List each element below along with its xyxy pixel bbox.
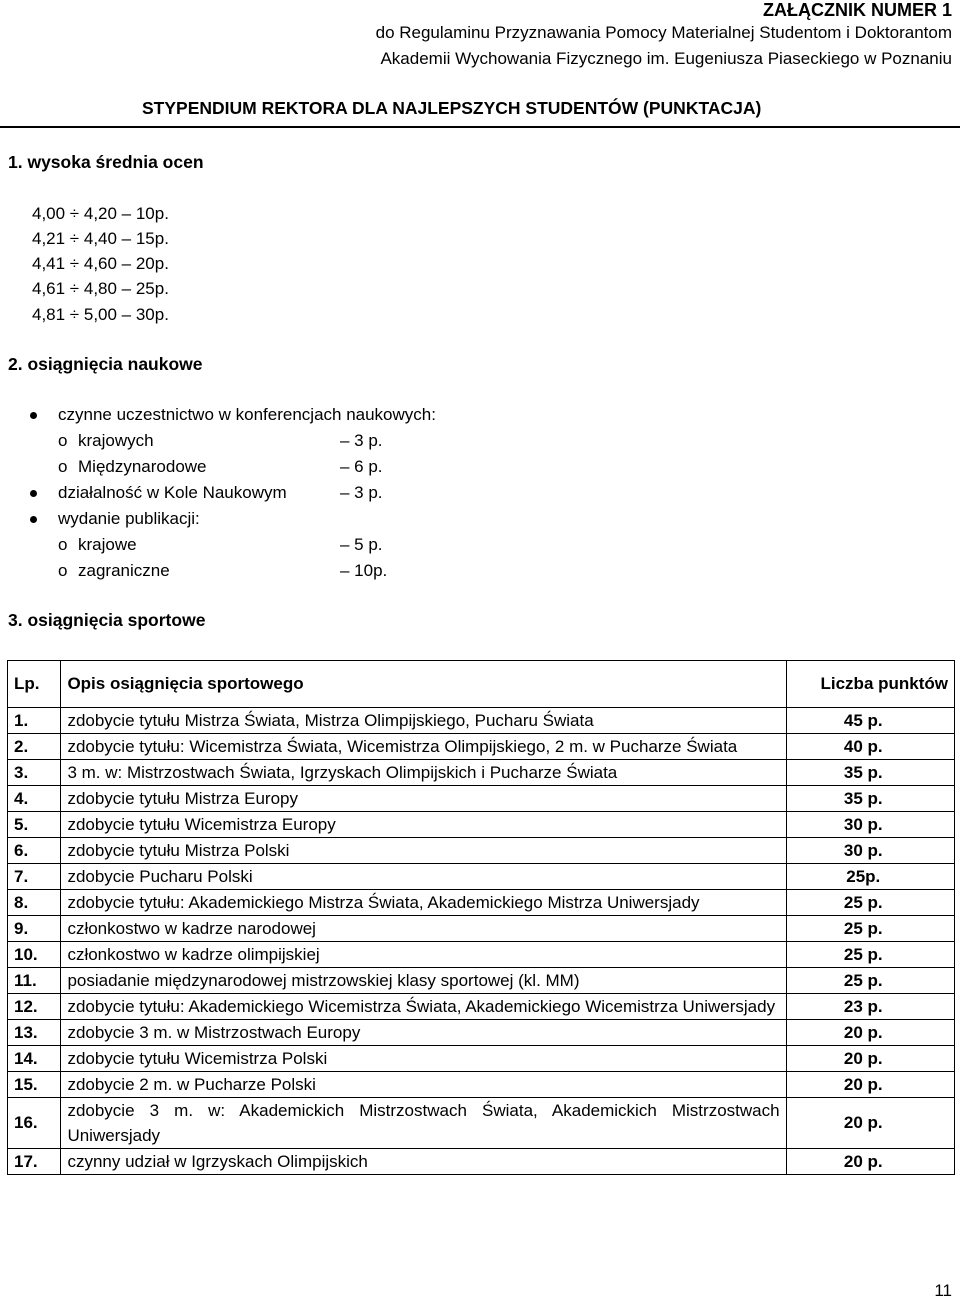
row-points: 45 p. — [786, 708, 954, 734]
row-description: 3 m. w: Mistrzostwach Świata, Igrzyskach Olimpijskich i Pucharze Świata — [61, 760, 786, 786]
row-description: zdobycie tytułu Mistrza Świata, Mistrza Olimpijskiego, Pucharu Świata — [61, 708, 786, 734]
grade-range-item: 4,81 ÷ 5,00 – 30p. — [32, 305, 169, 324]
row-description: czynny udział w Igrzyskach Olimpijskich — [61, 1149, 786, 1175]
grade-range-item: 4,21 ÷ 4,40 – 15p. — [32, 229, 169, 248]
row-points: 30 p. — [786, 838, 954, 864]
row-description: zdobycie tytułu Wicemistrza Europy — [61, 812, 786, 838]
row-points: 20 p. — [786, 1020, 954, 1046]
circle-bullet-icon: o — [58, 431, 68, 450]
international-conference-points: – 6 p. — [340, 457, 383, 476]
table-row — [8, 760, 955, 786]
circle-bullet-icon: o — [58, 457, 68, 476]
page-number: 11 — [934, 1281, 952, 1300]
bullet-icon — [30, 412, 37, 419]
row-description: posiadanie międzynarodowej mistrzowskiej klasy sportowej (kl. MM) — [61, 968, 786, 994]
row-number: 7. — [8, 864, 61, 890]
sports-achievements-table — [7, 660, 955, 1175]
row-description: zdobycie 3 m. w: Akademickich Mistrzostwach Świata, Akademickich Mistrzostwach Uniwersjady — [61, 1098, 786, 1149]
national-conference-points: – 3 p. — [340, 431, 383, 450]
row-description: zdobycie tytułu: Wicemistrza Świata, Wicemistrza Olimpijskiego, 2 m. w Pucharze Świata — [61, 734, 786, 760]
table-row — [8, 734, 955, 760]
table-row — [8, 994, 955, 1020]
annex-title: ZAŁĄCZNIK NUMER 1 — [763, 0, 952, 20]
section-3-heading: 3. osiągnięcia sportowe — [8, 610, 206, 630]
row-number: 10. — [8, 942, 61, 968]
row-description: członkostwo w kadrze olimpijskiej — [61, 942, 786, 968]
row-points: 40 p. — [786, 734, 954, 760]
table-row — [8, 942, 955, 968]
foreign-publication-points: – 10p. — [340, 561, 388, 580]
row-number: 12. — [8, 994, 61, 1020]
bullet-icon — [30, 490, 37, 497]
row-description: zdobycie 2 m. w Pucharze Polski — [61, 1072, 786, 1098]
row-points: 20 p. — [786, 1149, 954, 1175]
annex-subtitle-1: do Regulaminu Przyznawania Pomocy Materialnej Studentom i Doktorantom — [375, 23, 952, 42]
header-divider — [0, 126, 960, 128]
row-description: zdobycie tytułu: Akademickiego Mistrza Świata, Akademickiego Mistrza Uniwersjady — [61, 890, 786, 916]
table-row — [8, 916, 955, 942]
column-header-description: Opis osiągnięcia sportowego — [61, 661, 786, 708]
row-number: 6. — [8, 838, 61, 864]
row-description: zdobycie tytułu Mistrza Europy — [61, 786, 786, 812]
row-number: 15. — [8, 1072, 61, 1098]
row-points: 25 p. — [786, 968, 954, 994]
national-conference-label: krajowych — [78, 431, 154, 450]
grade-range-item: 4,41 ÷ 4,60 – 20p. — [32, 254, 169, 273]
column-header-points: Liczba punktów — [786, 661, 954, 708]
table-row — [8, 1020, 955, 1046]
row-number: 2. — [8, 734, 61, 760]
row-number: 14. — [8, 1046, 61, 1072]
section-1-heading: 1. wysoka średnia ocen — [8, 152, 204, 172]
row-points: 25p. — [786, 864, 954, 890]
table-row — [8, 1098, 955, 1149]
science-club-label: działalność w Kole Naukowym — [58, 483, 287, 502]
bullet-icon — [30, 516, 37, 523]
table-row — [8, 968, 955, 994]
row-number: 1. — [8, 708, 61, 734]
row-points: 25 p. — [786, 890, 954, 916]
circle-bullet-icon: o — [58, 535, 68, 554]
row-points: 35 p. — [786, 760, 954, 786]
table-row — [8, 786, 955, 812]
row-description: zdobycie tytułu Wicemistrza Polski — [61, 1046, 786, 1072]
grade-range-item: 4,61 ÷ 4,80 – 25p. — [32, 279, 169, 298]
table-body — [8, 708, 955, 1175]
table-row — [8, 708, 955, 734]
table-row — [8, 838, 955, 864]
row-description: zdobycie tytułu: Akademickiego Wicemistrza Świata, Akademickiego Wicemistrza Uniwersjady — [61, 994, 786, 1020]
row-number: 16. — [8, 1098, 61, 1149]
grade-range-item: 4,00 ÷ 4,20 – 10p. — [32, 204, 169, 223]
row-description: zdobycie 3 m. w Mistrzostwach Europy — [61, 1020, 786, 1046]
row-number: 5. — [8, 812, 61, 838]
row-description: członkostwo w kadrze narodowej — [61, 916, 786, 942]
row-points: 25 p. — [786, 942, 954, 968]
circle-bullet-icon: o — [58, 561, 68, 580]
row-number: 8. — [8, 890, 61, 916]
conference-participation: czynne uczestnictwo w konferencjach naukowych: — [58, 405, 436, 424]
row-number: 17. — [8, 1149, 61, 1175]
row-points: 30 p. — [786, 812, 954, 838]
national-publication-label: krajowe — [78, 535, 137, 554]
table-row — [8, 890, 955, 916]
table-row — [8, 812, 955, 838]
row-points: 23 p. — [786, 994, 954, 1020]
foreign-publication-label: zagraniczne — [78, 561, 170, 580]
row-description: zdobycie Pucharu Polski — [61, 864, 786, 890]
row-number: 9. — [8, 916, 61, 942]
row-points: 25 p. — [786, 916, 954, 942]
table-header-row — [8, 661, 955, 708]
row-number: 4. — [8, 786, 61, 812]
row-points: 20 p. — [786, 1098, 954, 1149]
row-number: 13. — [8, 1020, 61, 1046]
row-description: zdobycie tytułu Mistrza Polski — [61, 838, 786, 864]
international-conference-label: Międzynarodowe — [78, 457, 207, 476]
row-number: 3. — [8, 760, 61, 786]
column-header-lp: Lp. — [8, 661, 61, 708]
national-publication-points: – 5 p. — [340, 535, 383, 554]
table-row — [8, 864, 955, 890]
science-club-points: – 3 p. — [340, 483, 383, 502]
table-row — [8, 1149, 955, 1175]
row-points: 20 p. — [786, 1046, 954, 1072]
section-2-heading: 2. osiągnięcia naukowe — [8, 354, 203, 374]
row-points: 35 p. — [786, 786, 954, 812]
row-number: 11. — [8, 968, 61, 994]
table-row — [8, 1046, 955, 1072]
table-row — [8, 1072, 955, 1098]
document-title: STYPENDIUM REKTORA DLA NAJLEPSZYCH STUDENTÓW (PUNKTACJA) — [142, 98, 762, 118]
row-points: 20 p. — [786, 1072, 954, 1098]
publications-label: wydanie publikacji: — [58, 509, 200, 528]
annex-subtitle-2: Akademii Wychowania Fizycznego im. Eugeniusza Piaseckiego w Poznaniu — [380, 49, 952, 68]
